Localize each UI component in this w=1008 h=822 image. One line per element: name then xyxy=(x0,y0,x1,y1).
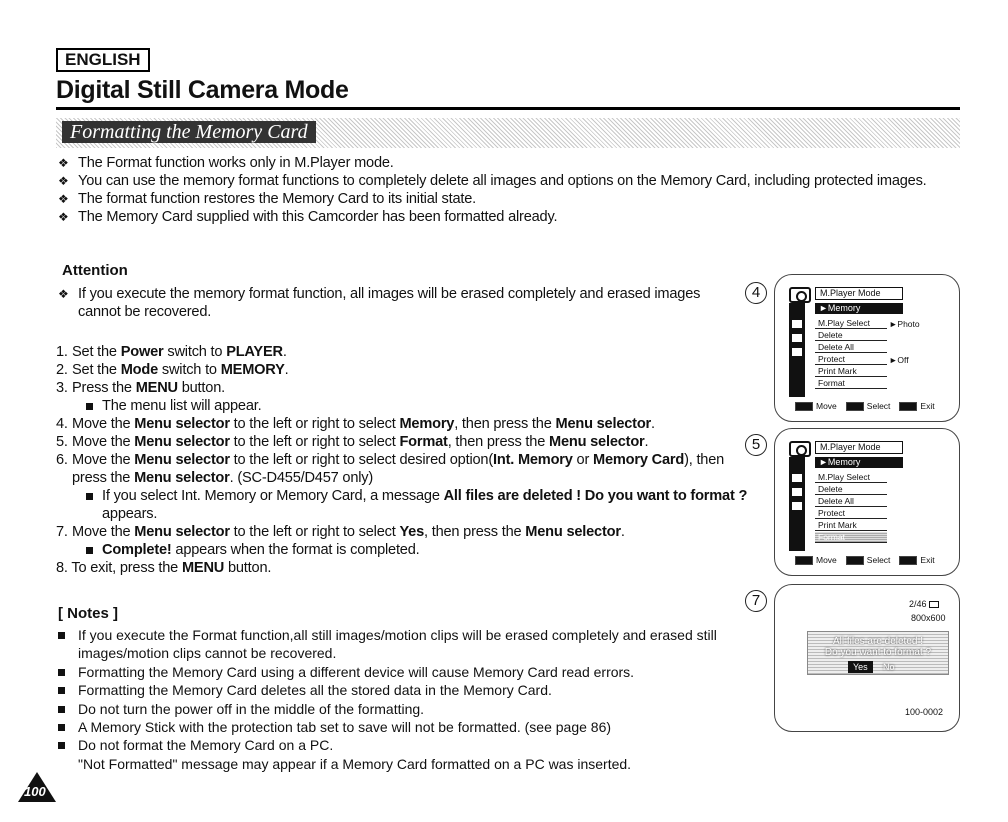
bullet-icon: ❖ xyxy=(58,156,69,170)
menu-item-highlighted: Format xyxy=(815,532,887,543)
format-confirm-screen xyxy=(774,584,960,732)
menu-footer: Move Select Exit xyxy=(795,555,935,565)
page-number-badge xyxy=(16,770,58,804)
move-icon xyxy=(795,402,813,411)
page-number: 100 xyxy=(24,784,46,799)
menu-item: Print Mark xyxy=(815,366,887,377)
screen-5-number: 5 xyxy=(745,434,767,456)
screen-7-number: 7 xyxy=(745,590,767,612)
step-3-note: The menu list will appear. xyxy=(56,397,768,415)
bullet-icon: ❖ xyxy=(58,174,69,188)
menu-item: Delete All xyxy=(815,342,887,353)
attention-text: ❖ If you execute the memory format function, all images will be erased completely and erased images cannot be recovered. xyxy=(58,286,701,320)
camera-icon xyxy=(789,287,811,303)
no-button[interactable]: No xyxy=(883,662,895,672)
menu-footer: Move Select Exit xyxy=(795,401,935,411)
card-icon xyxy=(929,601,939,608)
menu-item: Protect xyxy=(815,508,887,519)
tape-icon xyxy=(791,473,803,483)
menu-item: Delete All xyxy=(815,496,887,507)
camera-icon xyxy=(789,441,811,457)
screen-4-number: 4 xyxy=(745,282,767,304)
bullet-icon: ❖ xyxy=(58,287,69,301)
list-item: ❖ The Format function works only in M.Player mode. xyxy=(58,155,394,171)
attention-heading: Attention xyxy=(62,262,128,279)
list-item: Formatting the Memory Card deletes all the stored data in the Memory Card. xyxy=(56,681,768,699)
list-item: Do not format the Memory Card on a PC. xyxy=(56,736,768,754)
menu-title: M.Player Mode xyxy=(815,287,903,300)
notes-heading: [ Notes ] xyxy=(58,605,118,622)
format-dialog xyxy=(807,631,949,675)
list-item: Formatting the Memory Card using a different device will cause Memory Card read errors. xyxy=(56,663,768,681)
move-icon xyxy=(795,556,813,565)
section-title: Formatting the Memory Card xyxy=(62,121,316,143)
bullet-icon: ❖ xyxy=(58,210,69,224)
menu-screen-4 xyxy=(774,274,960,422)
dialog-message-1: All files are deleted ! xyxy=(832,636,924,647)
menu-value: ►Photo xyxy=(889,319,920,329)
file-number: 100-0002 xyxy=(905,707,944,717)
menu-item: Print Mark xyxy=(815,520,887,531)
title-rule xyxy=(56,107,960,110)
step-8: 8. To exit, press the MENU button. xyxy=(56,560,272,576)
menu-screen-5 xyxy=(774,428,960,576)
select-icon xyxy=(846,556,864,565)
list-item: ❖ The Memory Card supplied with this Camcorder has been formatted already. xyxy=(58,209,558,225)
menu-item: Delete xyxy=(815,330,887,341)
menu-value: ►Off xyxy=(889,355,909,365)
step-3: 3. Press the MENU button. xyxy=(56,380,225,396)
settings-icon xyxy=(791,347,803,357)
menu-selected-item: ►Memory xyxy=(815,303,903,314)
step-7: 7. Move the Menu selector to the left or right to select Yes, then press the Menu selector. xyxy=(56,524,625,540)
list-item: Do not turn the power off in the middle of the formatting. xyxy=(56,700,768,718)
step-6: 6. Move the Menu selector to the left or right to select desired option(Int. Memory or Memory Card), then press the Menu selector. (SC-D455/D457 only) xyxy=(56,452,725,486)
menu-item: Protect xyxy=(815,354,887,365)
section-banner xyxy=(56,118,960,148)
list-item: A Memory Stick with the protection tab set to save will not be formatted. (see page 86) xyxy=(56,718,768,736)
list-item: If you execute the Format function,all still images/motion clips will be erased completely and erased still images/motion clips cannot be recovered. xyxy=(56,626,768,663)
tape-icon xyxy=(791,319,803,329)
memory-icon xyxy=(791,333,803,343)
language-tag: ENGLISH xyxy=(56,48,150,72)
yes-button[interactable]: Yes xyxy=(848,661,873,673)
step-5: 5. Move the Menu selector to the left or right to select Format, then press the Menu selector. xyxy=(56,434,649,450)
image-counter: 2/46 xyxy=(909,599,939,610)
step-7-note: Complete! appears when the format is completed. xyxy=(56,541,768,559)
intro-bullets xyxy=(56,154,936,226)
list-item-continuation: "Not Formatted" message may appear if a Memory Card formatted on a PC was inserted. xyxy=(78,755,632,772)
settings-icon xyxy=(791,501,803,511)
menu-key-icon xyxy=(899,556,917,565)
menu-selected-item: ►Memory xyxy=(815,457,903,468)
menu-item: Format xyxy=(815,378,887,389)
page-title: Digital Still Camera Mode xyxy=(56,76,349,104)
list-item: ❖ The format function restores the Memory Card to its initial state. xyxy=(58,191,477,207)
menu-item: Delete xyxy=(815,484,887,495)
menu-key-icon xyxy=(899,402,917,411)
menu-item: M.Play Select xyxy=(815,318,887,329)
step-2: 2. Set the Mode switch to MEMORY. xyxy=(56,362,289,378)
dialog-message-2: Do you want to format ? xyxy=(824,647,932,658)
notes-list xyxy=(56,626,768,773)
step-4: 4. Move the Menu selector to the left or right to select Memory, then press the Menu selector. xyxy=(56,416,655,432)
step-1: 1. Set the Power switch to PLAYER. xyxy=(56,344,287,360)
bullet-icon: ❖ xyxy=(58,192,69,206)
step-list xyxy=(56,343,768,577)
memory-icon xyxy=(791,487,803,497)
list-item: ❖ You can use the memory format functions to completely delete all images and options on the Memory Card, including protected images. xyxy=(58,173,927,189)
step-6-note: If you select Int. Memory or Memory Card, a message All files are deleted ! Do you want to format ? appears. xyxy=(56,487,768,523)
image-resolution: 800x600 xyxy=(911,613,946,623)
menu-title: M.Player Mode xyxy=(815,441,903,454)
select-icon xyxy=(846,402,864,411)
menu-item: M.Play Select xyxy=(815,472,887,483)
